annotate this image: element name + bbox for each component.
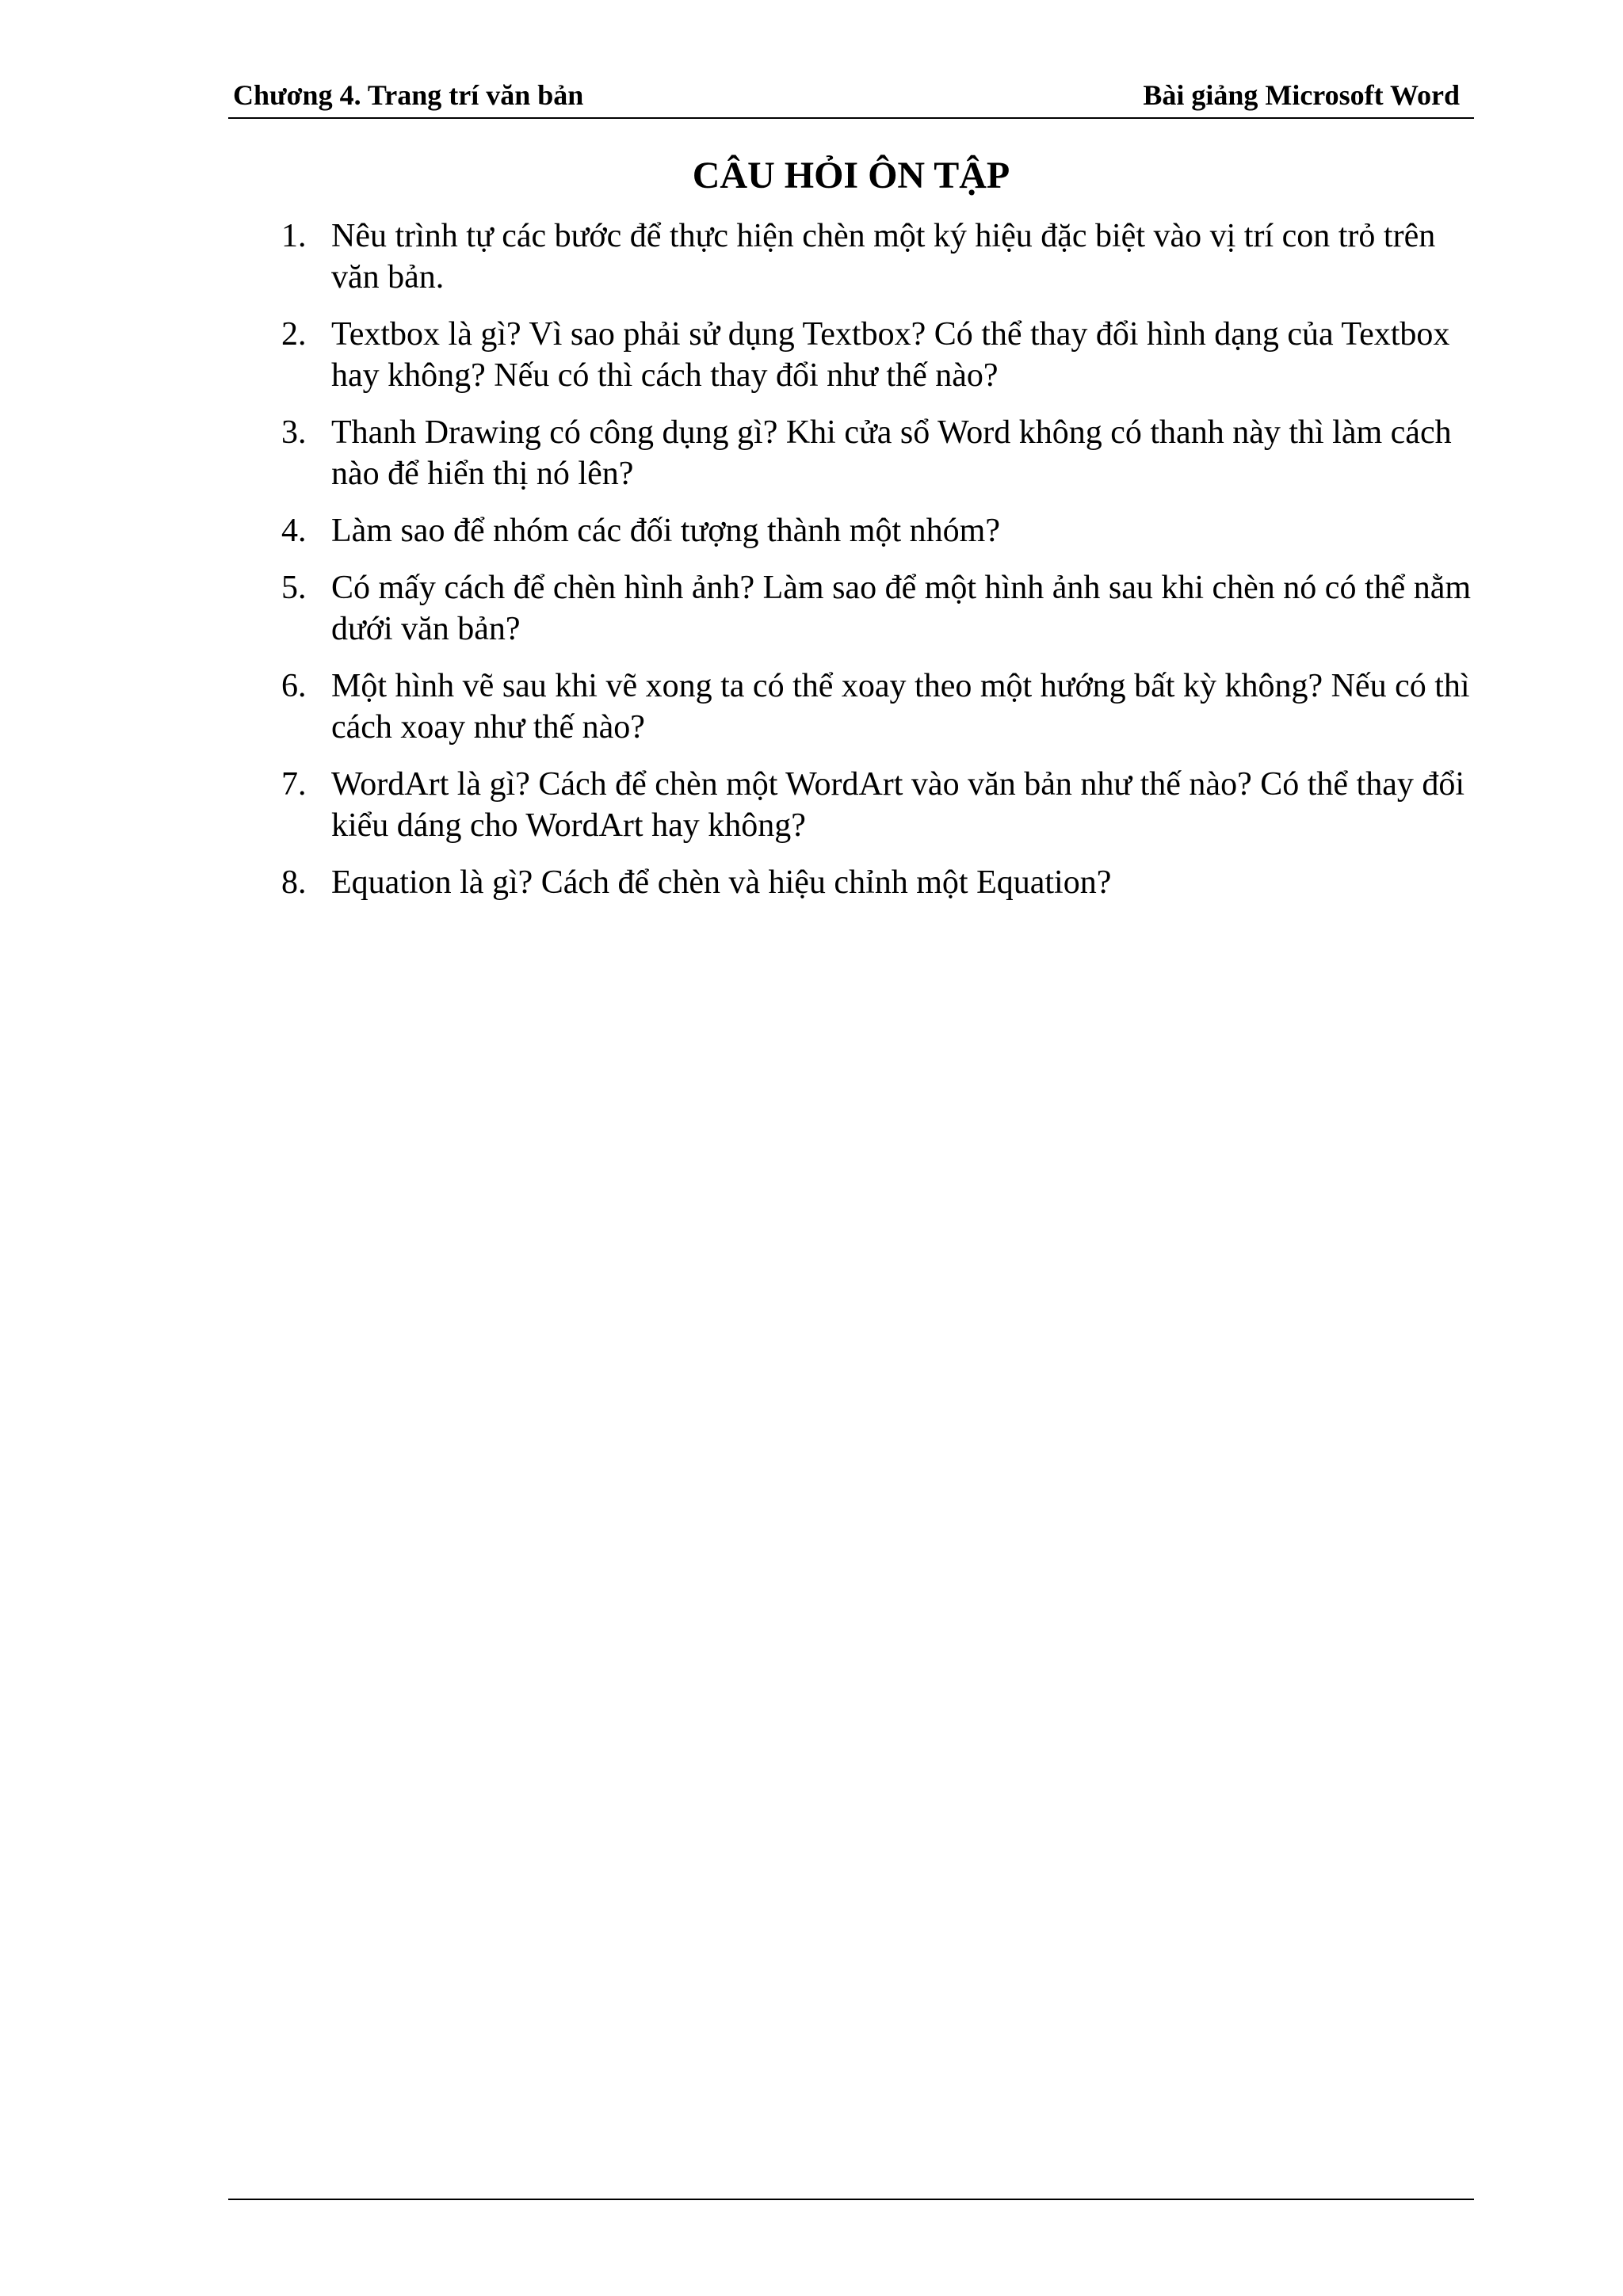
question-text: WordArt là gì? Cách để chèn một WordArt vào văn bản như thế nào? Có thể thay đổi kiểu dáng cho WordArt hay không? <box>331 766 1465 844</box>
question-item <box>0 567 1623 650</box>
question-item <box>0 412 1623 494</box>
question-text: Thanh Drawing có công dụng gì? Khi cửa sổ Word không có thanh này thì làm cách nào để hiển thị nó lên? <box>331 414 1452 492</box>
question-list <box>0 215 1623 919</box>
question-text: Textbox là gì? Vì sao phải sử dụng Textbox? Có thể thay đổi hình dạng của Textbox hay không? Nếu có thì cách thay đổi như thế nào? <box>331 316 1450 394</box>
question-item <box>0 510 1623 551</box>
footer-divider <box>228 2199 1474 2200</box>
question-number: 3. <box>281 414 307 451</box>
question-item <box>0 314 1623 396</box>
question-number: 8. <box>281 864 307 901</box>
question-text: Equation là gì? Cách để chèn và hiệu chỉnh một Equation? <box>331 864 1112 901</box>
question-text: Nêu trình tự các bước để thực hiện chèn một ký hiệu đặc biệt vào vị trí con trỏ trên văn bản. <box>331 218 1436 296</box>
question-number: 1. <box>281 218 307 254</box>
question-item <box>0 862 1623 903</box>
question-item <box>0 215 1623 298</box>
question-item <box>0 764 1623 846</box>
question-text: Một hình vẽ sau khi vẽ xong ta có thể xoay theo một hướng bất kỳ không? Nếu có thì cách xoay như thế nào? <box>331 668 1470 746</box>
question-text: Làm sao để nhóm các đối tượng thành một nhóm? <box>331 513 1000 549</box>
question-number: 7. <box>281 766 307 803</box>
page-header <box>228 73 1474 119</box>
question-number: 5. <box>281 570 307 606</box>
question-number: 2. <box>281 316 307 353</box>
section-title: CÂU HỎI ÔN TẬP <box>692 154 1010 196</box>
question-text: Có mấy cách để chèn hình ảnh? Làm sao để một hình ảnh sau khi chèn nó có thể nằm dưới văn bản? <box>331 570 1472 647</box>
header-chapter-title: Chương 4. Trang trí văn bản <box>233 79 584 111</box>
question-item <box>0 666 1623 748</box>
question-number: 6. <box>281 668 307 704</box>
question-number: 4. <box>281 513 307 549</box>
header-book-title: Bài giảng Microsoft Word <box>1143 79 1460 111</box>
